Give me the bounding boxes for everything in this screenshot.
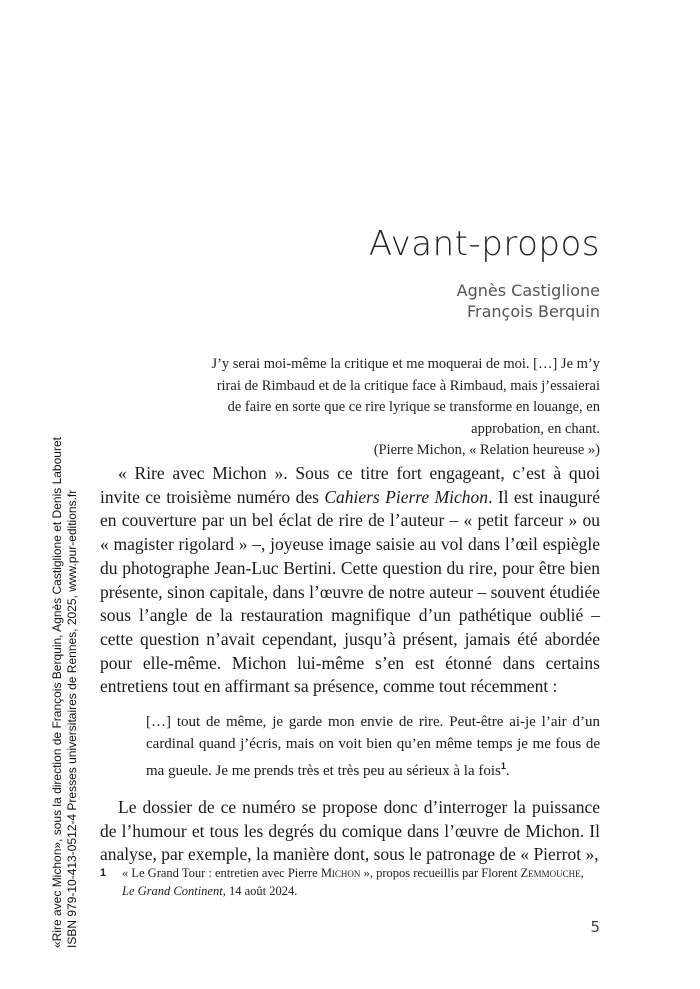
footnote-part: », propos recueillis par Florent [360,866,521,880]
paragraph: Le dossier de ce numéro se propose donc d’interroger la puissance de l’humour et tous les degrés du comique dans l’œuvre de Michon. Il analyse, par exemple, la manière dont, sous le patronage de « Pierrot », [100,797,600,865]
footnote-date: , 14 août 2024. [222,884,298,898]
paragraph-text: « Rire avec Michon ». Sous ce titre fort engageant, c’est à quoi invite ce troisième numéro des [100,463,600,507]
page-title: Avant-propos [368,224,600,264]
footnote-author: Michon [320,866,361,880]
epigraph [200,354,600,462]
footnote-text [122,864,600,900]
side-notice-line-1: «Rire avec Michon», sous la direction de François Berquin, Agnès Castiglione et Denis Labouret [50,437,64,948]
footnote [100,864,600,900]
page-number: 5 [590,918,600,936]
footnote-interviewer: Zemmouche [520,866,581,880]
paragraph-text: . Il est inauguré en couverture par un bel éclat de rire de l’auteur – « petit farceur » ou « magister rigolard » –, joyeuse image saisie au vol dans l’œil espiègle du photographe Jean-Luc Bertini. Cette question du rire, pour être bien présente, sinon capitale, dans l’œuvre de notre auteur – souvent étudiée sous l’angle de la restauration magnifique d’un pathétique oublié – cette question n’avait cependant, jusqu’à présent, jamais été abordée pour elle-même. Michon lui-même s’en est étonné dans certains entretiens tout en affirmant sa présence, comme tout récemment : [100,486,601,697]
epigraph-text: J’y serai moi-même la critique et me moquerai de moi. […] Je m’y rirai de Rimbaud et de la critique face à Rimbaud, mais j’essaierai de faire en sorte que ce rire lyrique se transforme en louange, en approbation, en chant. [211,356,600,437]
side-notice-text [50,437,79,948]
paragraph [100,462,600,699]
quote-end: . [505,763,510,780]
block-quote [146,711,600,782]
footnote-ref[interactable]: 1 [500,761,506,772]
side-notice-line-2: ISBN 979-10-413-0512-4 Presses universitaires de Rennes, 2025, www.pur-editions.fr [64,489,79,948]
side-copyright-notice [0,0,78,989]
author-name: François Berquin [466,302,600,321]
epigraph-source: (Pierre Michon, « Relation heureuse ») [373,442,600,458]
journal-title: Cahiers Pierre Michon [324,486,489,507]
footnote-part: « Le Grand Tour : entretien avec Pierre [122,866,321,880]
footnote-number: 1 [100,867,107,879]
quote-text: […] tout de même, je garde mon envie de rire. Peut-être ai-je l’air d’un cardinal quand j’écris, mais on voit bien qu’en même temps je me fous de ma gueule. Je me prends très et très peu au sérieux à la fois [146,714,600,780]
authors-block [457,280,600,322]
main-text [100,462,600,867]
author-name: Agnès Castiglione [456,281,600,300]
footnote-journal: Le Grand Continent [122,884,223,898]
footnote-part: , [580,866,584,880]
